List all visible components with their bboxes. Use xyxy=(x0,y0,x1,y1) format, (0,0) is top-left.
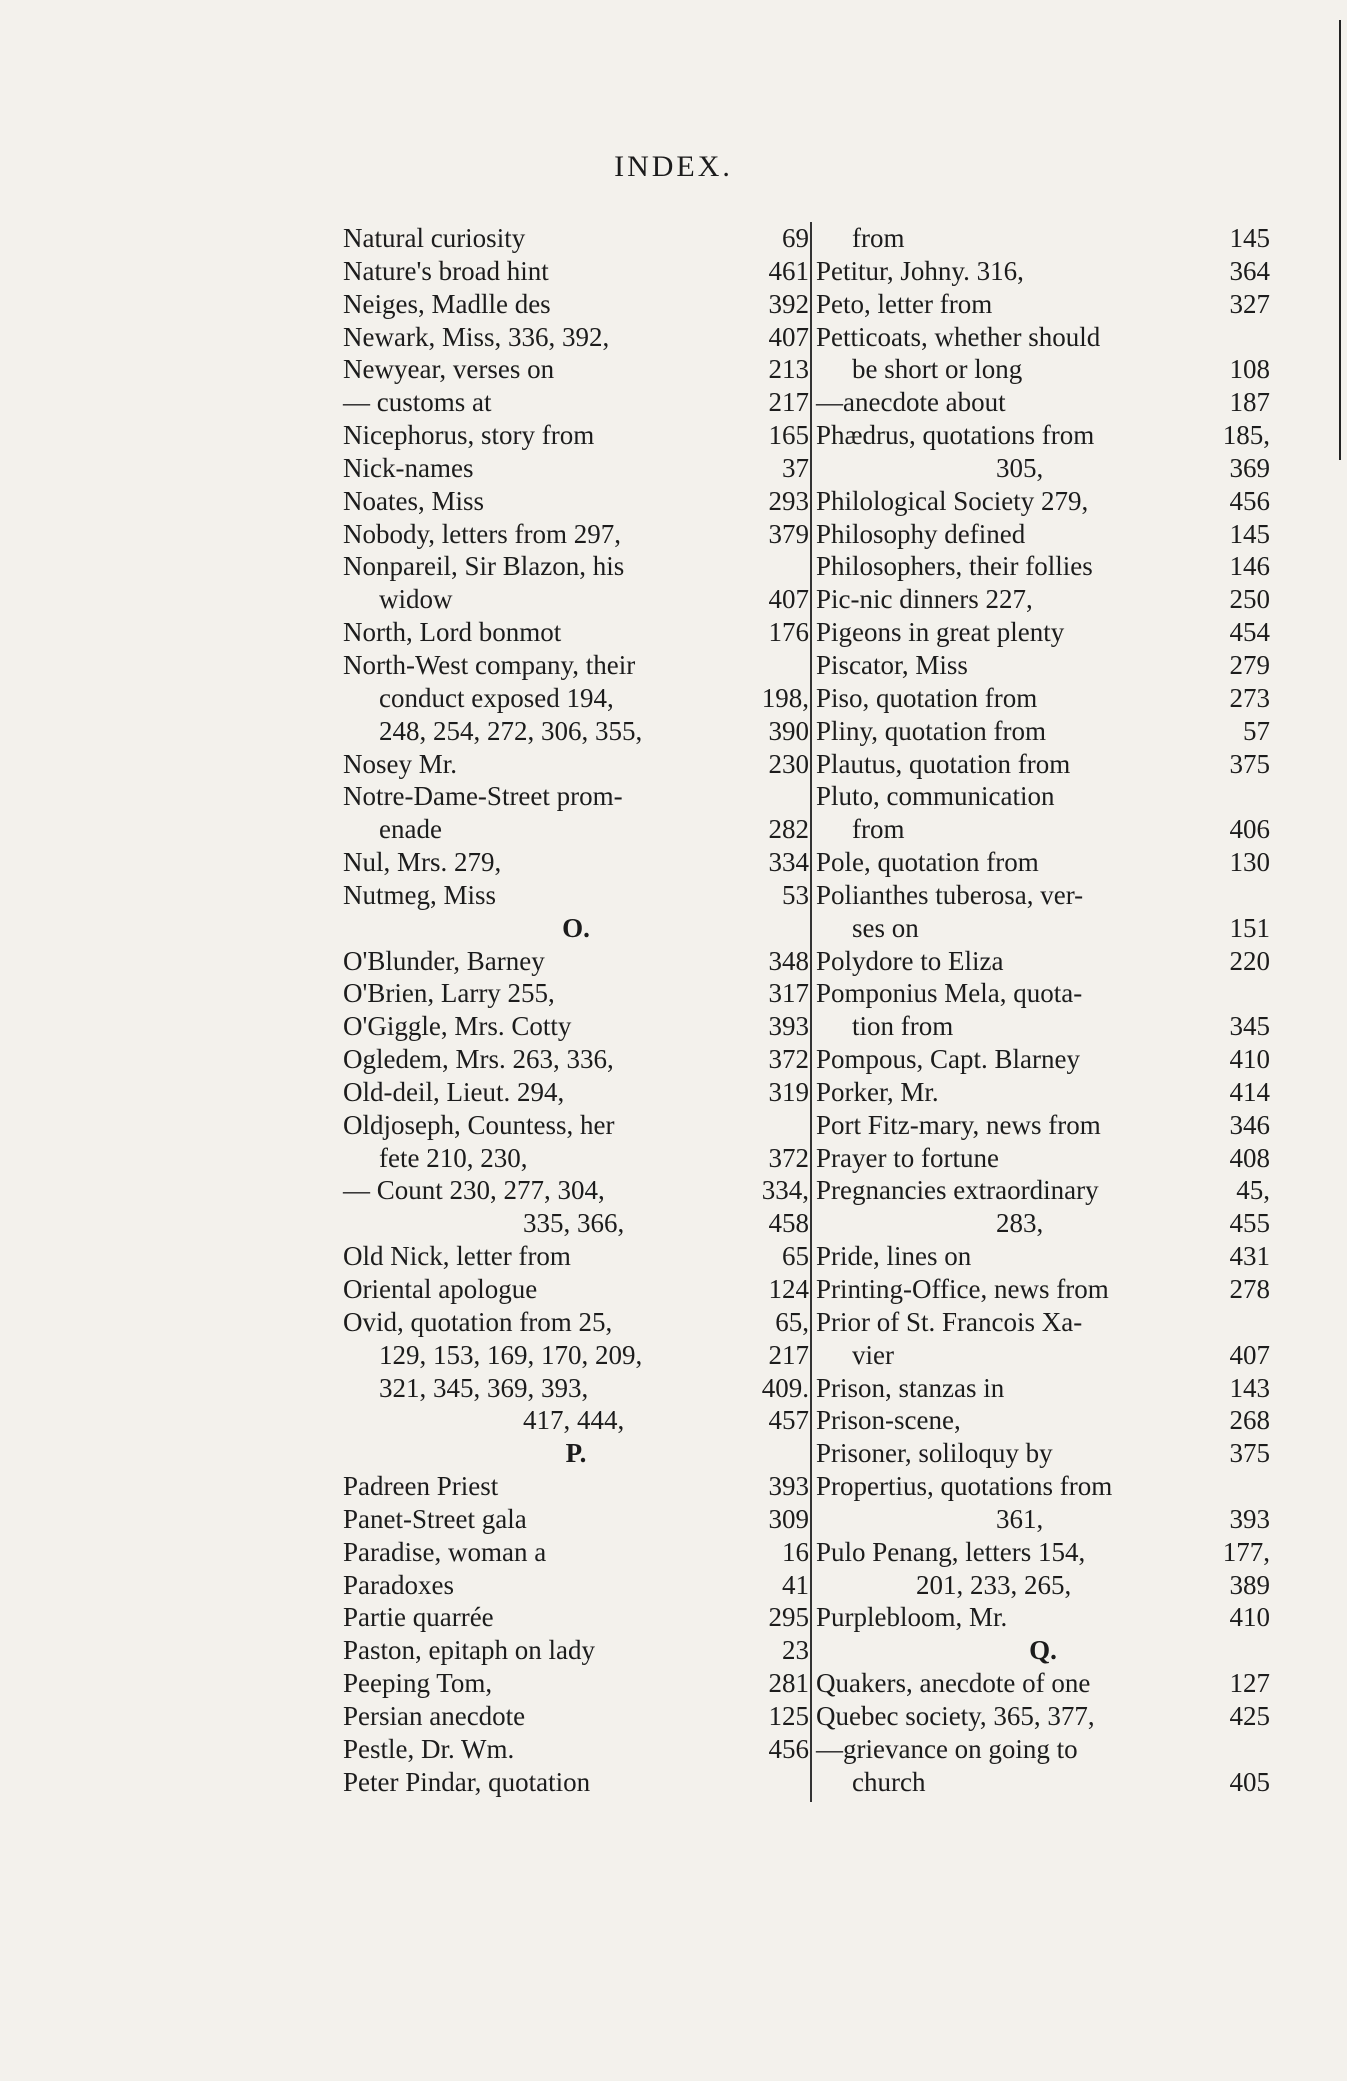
entry-text: Newyear, verses on xyxy=(343,354,555,385)
index-entry xyxy=(343,222,809,255)
entry-text: North, Lord bonmot xyxy=(343,617,562,648)
index-entry xyxy=(816,813,1270,846)
entry-text: Ovid, quotation from 25, xyxy=(343,1306,613,1337)
index-entry xyxy=(343,846,809,879)
entry-page-number: 69 xyxy=(782,223,809,253)
entry-page-number: 392 xyxy=(768,288,809,319)
index-entry xyxy=(343,1273,809,1306)
entry-page-number: 278 xyxy=(1229,1274,1270,1304)
entry-page-number: 407 xyxy=(768,584,809,615)
entry-page-number: 405 xyxy=(1229,1766,1270,1797)
entry-page-number: 334 xyxy=(768,847,809,878)
index-entry xyxy=(816,912,1270,945)
index-entry xyxy=(343,583,809,616)
index-entry xyxy=(816,1569,1270,1602)
index-entry xyxy=(816,288,1270,321)
entry-text: 248, 254, 272, 306, 355, xyxy=(379,715,643,746)
index-entry xyxy=(343,1437,809,1470)
entry-text: Padreen Priest xyxy=(343,1471,499,1502)
index-entry xyxy=(816,1733,1270,1766)
section-letter: Q. xyxy=(1029,1635,1057,1666)
entry-text: Nonpareil, Sir Blazon, his xyxy=(343,551,625,582)
entry-text: church xyxy=(852,1766,926,1797)
entry-text: O'Giggle, Mrs. Cotty xyxy=(343,1011,572,1042)
entry-page-number: 108 xyxy=(1229,354,1270,385)
entry-text: Piscator, Miss xyxy=(816,649,968,680)
entry-page-number: 187 xyxy=(1229,387,1270,418)
index-entry xyxy=(343,1733,809,1766)
entry-text: vier xyxy=(852,1339,894,1370)
index-entry xyxy=(816,1470,1270,1503)
entry-page-number: 407 xyxy=(1229,1339,1270,1370)
entry-page-number: 456 xyxy=(1229,485,1270,516)
entry-text: Noates, Miss xyxy=(343,485,484,516)
entry-text: Phædrus, quotations from xyxy=(816,420,1095,451)
index-entry xyxy=(343,912,809,945)
entry-text: —grievance on going to xyxy=(816,1733,1078,1764)
index-entry xyxy=(816,780,1270,813)
entry-text: 335, 366, xyxy=(523,1208,625,1239)
index-entry xyxy=(343,1536,809,1569)
entry-page-number: 348 xyxy=(768,945,809,976)
entry-page-number: 37 xyxy=(782,452,809,483)
entry-page-number: 281 xyxy=(768,1668,809,1699)
entry-text: O'Blunder, Barney xyxy=(343,945,545,976)
entry-text: Philological Society 279, xyxy=(816,485,1089,516)
entry-page-number: 372 xyxy=(768,1044,809,1075)
index-entry xyxy=(343,1142,809,1175)
entry-text: Purplebloom, Mr. xyxy=(816,1602,1008,1633)
entry-page-number: 379 xyxy=(768,518,809,549)
index-entry xyxy=(816,945,1270,978)
entry-text: Nature's broad hint xyxy=(343,255,549,286)
entry-text: Polydore to Eliza xyxy=(816,945,1004,976)
index-entry xyxy=(343,715,809,748)
entry-text: Peter Pindar, quotation xyxy=(343,1766,591,1797)
entry-text: Prayer to fortune xyxy=(816,1142,999,1173)
entry-page-number: 293 xyxy=(768,485,809,516)
entry-text: Porker, Mr. xyxy=(816,1076,939,1107)
entry-page-number: 346 xyxy=(1229,1109,1270,1140)
index-entry xyxy=(343,1470,809,1503)
entry-text: Panet-Street gala xyxy=(343,1503,527,1534)
entry-text: Polianthes tuberosa, ver- xyxy=(816,879,1084,910)
entry-text: 283, xyxy=(996,1208,1044,1239)
entry-page-number: 334, xyxy=(761,1175,809,1206)
entry-text: Pomponius Mela, quota- xyxy=(816,978,1083,1009)
index-entry xyxy=(343,1043,809,1076)
index-entry xyxy=(816,452,1270,485)
entry-page-number: 146 xyxy=(1229,551,1270,582)
entry-page-number: 16 xyxy=(782,1536,809,1567)
entry-text: —anecdote about xyxy=(816,387,1006,418)
index-entry xyxy=(816,1667,1270,1700)
entry-text: Pride, lines on xyxy=(816,1241,972,1272)
entry-page-number: 130 xyxy=(1229,847,1270,878)
entry-text: Port Fitz-mary, news from xyxy=(816,1109,1101,1140)
entry-page-number: 124 xyxy=(768,1274,809,1304)
entry-page-number: 282 xyxy=(768,814,809,845)
entry-page-number: 125 xyxy=(768,1700,809,1731)
entry-page-number: 319 xyxy=(768,1076,809,1107)
entry-page-number: 393 xyxy=(768,1471,809,1502)
entry-page-number: 268 xyxy=(1229,1405,1270,1436)
entry-text: Newark, Miss, 336, 392, xyxy=(343,321,610,352)
entry-page-number: 250 xyxy=(1229,584,1270,615)
entry-page-number: 414 xyxy=(1229,1076,1270,1107)
entry-page-number: 364 xyxy=(1229,255,1270,286)
entry-text: O'Brien, Larry 255, xyxy=(343,978,555,1009)
index-entry xyxy=(343,1601,809,1634)
entry-page-number: 279 xyxy=(1229,649,1270,680)
entry-text: Nutmeg, Miss xyxy=(343,879,497,910)
entry-text: Ogledem, Mrs. 263, 336, xyxy=(343,1044,614,1075)
entry-text: Piso, quotation from xyxy=(816,682,1038,713)
entry-page-number: 456 xyxy=(768,1733,809,1764)
entry-text: Propertius, quotations from xyxy=(816,1471,1113,1502)
index-entry xyxy=(816,583,1270,616)
entry-text: Printing-Office, news from xyxy=(816,1274,1109,1304)
index-entry xyxy=(816,550,1270,583)
index-entry xyxy=(343,321,809,354)
index-entry xyxy=(816,879,1270,912)
entry-text: 129, 153, 169, 170, 209, xyxy=(379,1339,643,1370)
entry-page-number: 220 xyxy=(1229,945,1270,976)
index-entry xyxy=(343,1174,809,1207)
index-entry xyxy=(816,616,1270,649)
entry-text: Nosey Mr. xyxy=(343,748,457,779)
entry-text: Peto, letter from xyxy=(816,288,993,319)
index-entry xyxy=(816,419,1270,452)
entry-text: from xyxy=(852,814,905,845)
index-entry xyxy=(343,1339,809,1372)
entry-text: Petitur, Johny. 316, xyxy=(816,255,1024,286)
index-entry xyxy=(343,1240,809,1273)
index-entry xyxy=(816,649,1270,682)
index-entry xyxy=(343,1076,809,1109)
entry-text: from xyxy=(852,223,905,253)
index-entry xyxy=(816,1536,1270,1569)
index-entry xyxy=(816,846,1270,879)
entry-text: Oldjoseph, Countess, her xyxy=(343,1109,615,1140)
index-entry xyxy=(816,1273,1270,1306)
entry-text: Paradoxes xyxy=(343,1569,454,1600)
entry-page-number: 230 xyxy=(768,748,809,779)
index-entry xyxy=(343,1667,809,1700)
index-entry xyxy=(816,222,1270,255)
entry-text: Peeping Tom, xyxy=(343,1668,493,1699)
entry-text: ses on xyxy=(852,912,919,943)
entry-page-number: 23 xyxy=(782,1635,809,1666)
entry-page-number: 317 xyxy=(768,978,809,1009)
entry-text: Paradise, woman a xyxy=(343,1536,547,1567)
entry-page-number: 295 xyxy=(768,1602,809,1633)
entry-text: 201, 233, 265, xyxy=(916,1569,1072,1600)
index-entry xyxy=(816,1010,1270,1043)
section-letter: P. xyxy=(565,1438,587,1469)
entry-text: fete 210, 230, xyxy=(379,1142,528,1173)
index-entry xyxy=(343,879,809,912)
entry-page-number: 389 xyxy=(1229,1569,1270,1600)
index-entry xyxy=(343,353,809,386)
index-entry xyxy=(343,288,809,321)
entry-text: 417, 444, xyxy=(523,1405,625,1436)
entry-page-number: 198, xyxy=(761,682,809,713)
index-entry xyxy=(343,518,809,551)
index-entry xyxy=(343,485,809,518)
index-entry xyxy=(816,1339,1270,1372)
index-entry xyxy=(343,1109,809,1142)
entry-text: Oriental apologue xyxy=(343,1274,538,1304)
index-entry xyxy=(816,1043,1270,1076)
index-entry xyxy=(343,682,809,715)
entry-text: 305, xyxy=(996,452,1044,483)
entry-page-number: 151 xyxy=(1229,912,1270,943)
entry-page-number: 406 xyxy=(1229,814,1270,845)
index-entry xyxy=(343,1404,809,1437)
entry-page-number: 369 xyxy=(1229,452,1270,483)
entry-text: Nick-names xyxy=(343,452,474,483)
entry-page-number: 41 xyxy=(782,1569,809,1600)
entry-text: Pliny, quotation from xyxy=(816,715,1046,746)
entry-text: Prior of St. Francois Xa- xyxy=(816,1306,1083,1337)
index-entry xyxy=(343,1503,809,1536)
entry-text: Neiges, Madlle des xyxy=(343,288,551,319)
entry-page-number: 309 xyxy=(768,1503,809,1534)
entry-page-number: 409. xyxy=(761,1372,809,1403)
entry-page-number: 65 xyxy=(782,1241,809,1272)
index-entry xyxy=(343,1010,809,1043)
entry-text: 321, 345, 369, 393, xyxy=(379,1372,589,1403)
entry-page-number: 217 xyxy=(768,1339,809,1370)
index-entry xyxy=(816,1174,1270,1207)
index-entry xyxy=(816,485,1270,518)
index-entry xyxy=(343,1569,809,1602)
index-entry xyxy=(343,1306,809,1339)
entry-page-number: 407 xyxy=(768,321,809,352)
index-entry xyxy=(343,977,809,1010)
index-entry xyxy=(343,419,809,452)
entry-page-number: 410 xyxy=(1229,1044,1270,1075)
entry-page-number: 457 xyxy=(768,1405,809,1436)
index-column-right xyxy=(816,222,1270,1799)
index-entry xyxy=(816,1240,1270,1273)
entry-text: Notre-Dame-Street prom- xyxy=(343,781,623,812)
entry-page-number: 458 xyxy=(768,1208,809,1239)
entry-text: Prisoner, soliloquy by xyxy=(816,1438,1053,1469)
index-entry xyxy=(816,1372,1270,1405)
entry-page-number: 45, xyxy=(1236,1175,1270,1206)
entry-page-number: 393 xyxy=(768,1011,809,1042)
section-letter: O. xyxy=(562,912,590,943)
index-entry xyxy=(816,1076,1270,1109)
entry-page-number: 213 xyxy=(768,354,809,385)
index-entry xyxy=(816,1601,1270,1634)
index-entry xyxy=(816,1109,1270,1142)
index-entry xyxy=(343,1372,809,1405)
index-entry xyxy=(343,945,809,978)
entry-page-number: 127 xyxy=(1229,1668,1270,1699)
entry-page-number: 65, xyxy=(775,1306,809,1337)
entry-page-number: 145 xyxy=(1229,223,1270,253)
entry-text: Paston, epitaph on lady xyxy=(343,1635,595,1666)
index-entry xyxy=(343,550,809,583)
entry-page-number: 345 xyxy=(1229,1011,1270,1042)
edge-mark xyxy=(1339,20,1341,460)
index-entry xyxy=(343,748,809,781)
index-entry xyxy=(343,649,809,682)
index-column-left xyxy=(343,222,809,1799)
page-title: INDEX. xyxy=(614,150,733,183)
index-entry xyxy=(343,452,809,485)
index-entry xyxy=(343,255,809,288)
entry-text: Petticoats, whether should xyxy=(816,321,1101,352)
index-entry xyxy=(816,386,1270,419)
entry-page-number: 57 xyxy=(1243,715,1270,746)
entry-text: North-West company, their xyxy=(343,649,636,680)
entry-text: Natural curiosity xyxy=(343,223,526,253)
entry-text: Partie quarrée xyxy=(343,1602,494,1633)
index-entry xyxy=(343,386,809,419)
index-entry xyxy=(816,682,1270,715)
entry-page-number: 177, xyxy=(1222,1536,1270,1567)
index-entry xyxy=(343,1207,809,1240)
index-entry xyxy=(343,1766,809,1799)
entry-text: 361, xyxy=(996,1503,1044,1534)
index-entry xyxy=(343,813,809,846)
entry-page-number: 393 xyxy=(1229,1503,1270,1534)
entry-text: Pregnancies extraordinary xyxy=(816,1175,1099,1206)
entry-text: Pompous, Capt. Blarney xyxy=(816,1044,1080,1075)
entry-page-number: 461 xyxy=(768,255,809,286)
entry-text: Pluto, communication xyxy=(816,781,1055,812)
entry-text: Nul, Mrs. 279, xyxy=(343,847,502,878)
index-entry xyxy=(816,1634,1270,1667)
entry-page-number: 53 xyxy=(782,879,809,910)
entry-text: tion from xyxy=(852,1011,954,1042)
entry-text: Pole, quotation from xyxy=(816,847,1039,878)
entry-text: Pestle, Dr. Wm. xyxy=(343,1733,515,1764)
entry-text: Philosophy defined xyxy=(816,518,1026,549)
entry-page-number: 408 xyxy=(1229,1142,1270,1173)
entry-text: Old Nick, letter from xyxy=(343,1241,571,1272)
entry-page-number: 176 xyxy=(768,617,809,648)
entry-page-number: 145 xyxy=(1229,518,1270,549)
entry-page-number: 410 xyxy=(1229,1602,1270,1633)
entry-text: Nobody, letters from 297, xyxy=(343,518,621,549)
index-entry xyxy=(343,780,809,813)
index-entry xyxy=(816,321,1270,354)
entry-text: Pic-nic dinners 227, xyxy=(816,584,1033,615)
index-entry xyxy=(816,518,1270,551)
entry-page-number: 425 xyxy=(1229,1700,1270,1731)
entry-page-number: 327 xyxy=(1229,288,1270,319)
index-entry xyxy=(816,1142,1270,1175)
entry-text: Plautus, quotation from xyxy=(816,748,1071,779)
entry-page-number: 165 xyxy=(768,420,809,451)
index-entry xyxy=(816,1503,1270,1536)
entry-page-number: 185, xyxy=(1222,420,1270,451)
index-entry xyxy=(816,255,1270,288)
entry-text: Persian anecdote xyxy=(343,1700,526,1731)
entry-text: Quebec society, 365, 377, xyxy=(816,1700,1095,1731)
entry-text: Quakers, anecdote of one xyxy=(816,1668,1091,1699)
index-entry xyxy=(343,1700,809,1733)
column-rule xyxy=(810,222,812,1802)
entry-text: Philosophers, their follies xyxy=(816,551,1093,582)
entry-text: Nicephorus, story from xyxy=(343,420,595,451)
entry-text: Old-deil, Lieut. 294, xyxy=(343,1076,565,1107)
entry-text: Prison-scene, xyxy=(816,1405,961,1436)
entry-page-number: 143 xyxy=(1229,1372,1270,1403)
entry-page-number: 454 xyxy=(1229,617,1270,648)
entry-text: Prison, stanzas in xyxy=(816,1372,1005,1403)
index-entry xyxy=(816,748,1270,781)
entry-text: conduct exposed 194, xyxy=(379,682,614,713)
index-entry xyxy=(816,715,1270,748)
entry-page-number: 217 xyxy=(768,387,809,418)
entry-page-number: 375 xyxy=(1229,1438,1270,1469)
entry-text: — Count 230, 277, 304, xyxy=(343,1175,605,1206)
index-entry xyxy=(343,1634,809,1667)
entry-page-number: 375 xyxy=(1229,748,1270,779)
entry-text: be short or long xyxy=(852,354,1023,385)
entry-page-number: 390 xyxy=(768,715,809,746)
index-entry xyxy=(816,977,1270,1010)
entry-text: Pigeons in great plenty xyxy=(816,617,1065,648)
entry-text: widow xyxy=(379,584,453,615)
index-entry xyxy=(343,616,809,649)
index-entry xyxy=(816,1207,1270,1240)
entry-text: — customs at xyxy=(343,387,492,418)
entry-page-number: 273 xyxy=(1229,682,1270,713)
index-entry xyxy=(816,1404,1270,1437)
entry-text: Pulo Penang, letters 154, xyxy=(816,1536,1086,1567)
index-entry xyxy=(816,1766,1270,1799)
entry-page-number: 455 xyxy=(1229,1208,1270,1239)
index-entry xyxy=(816,353,1270,386)
entry-page-number: 372 xyxy=(768,1142,809,1173)
entry-page-number: 431 xyxy=(1229,1241,1270,1272)
entry-text: enade xyxy=(379,814,442,845)
index-entry xyxy=(816,1700,1270,1733)
index-entry xyxy=(816,1306,1270,1339)
index-entry xyxy=(816,1437,1270,1470)
